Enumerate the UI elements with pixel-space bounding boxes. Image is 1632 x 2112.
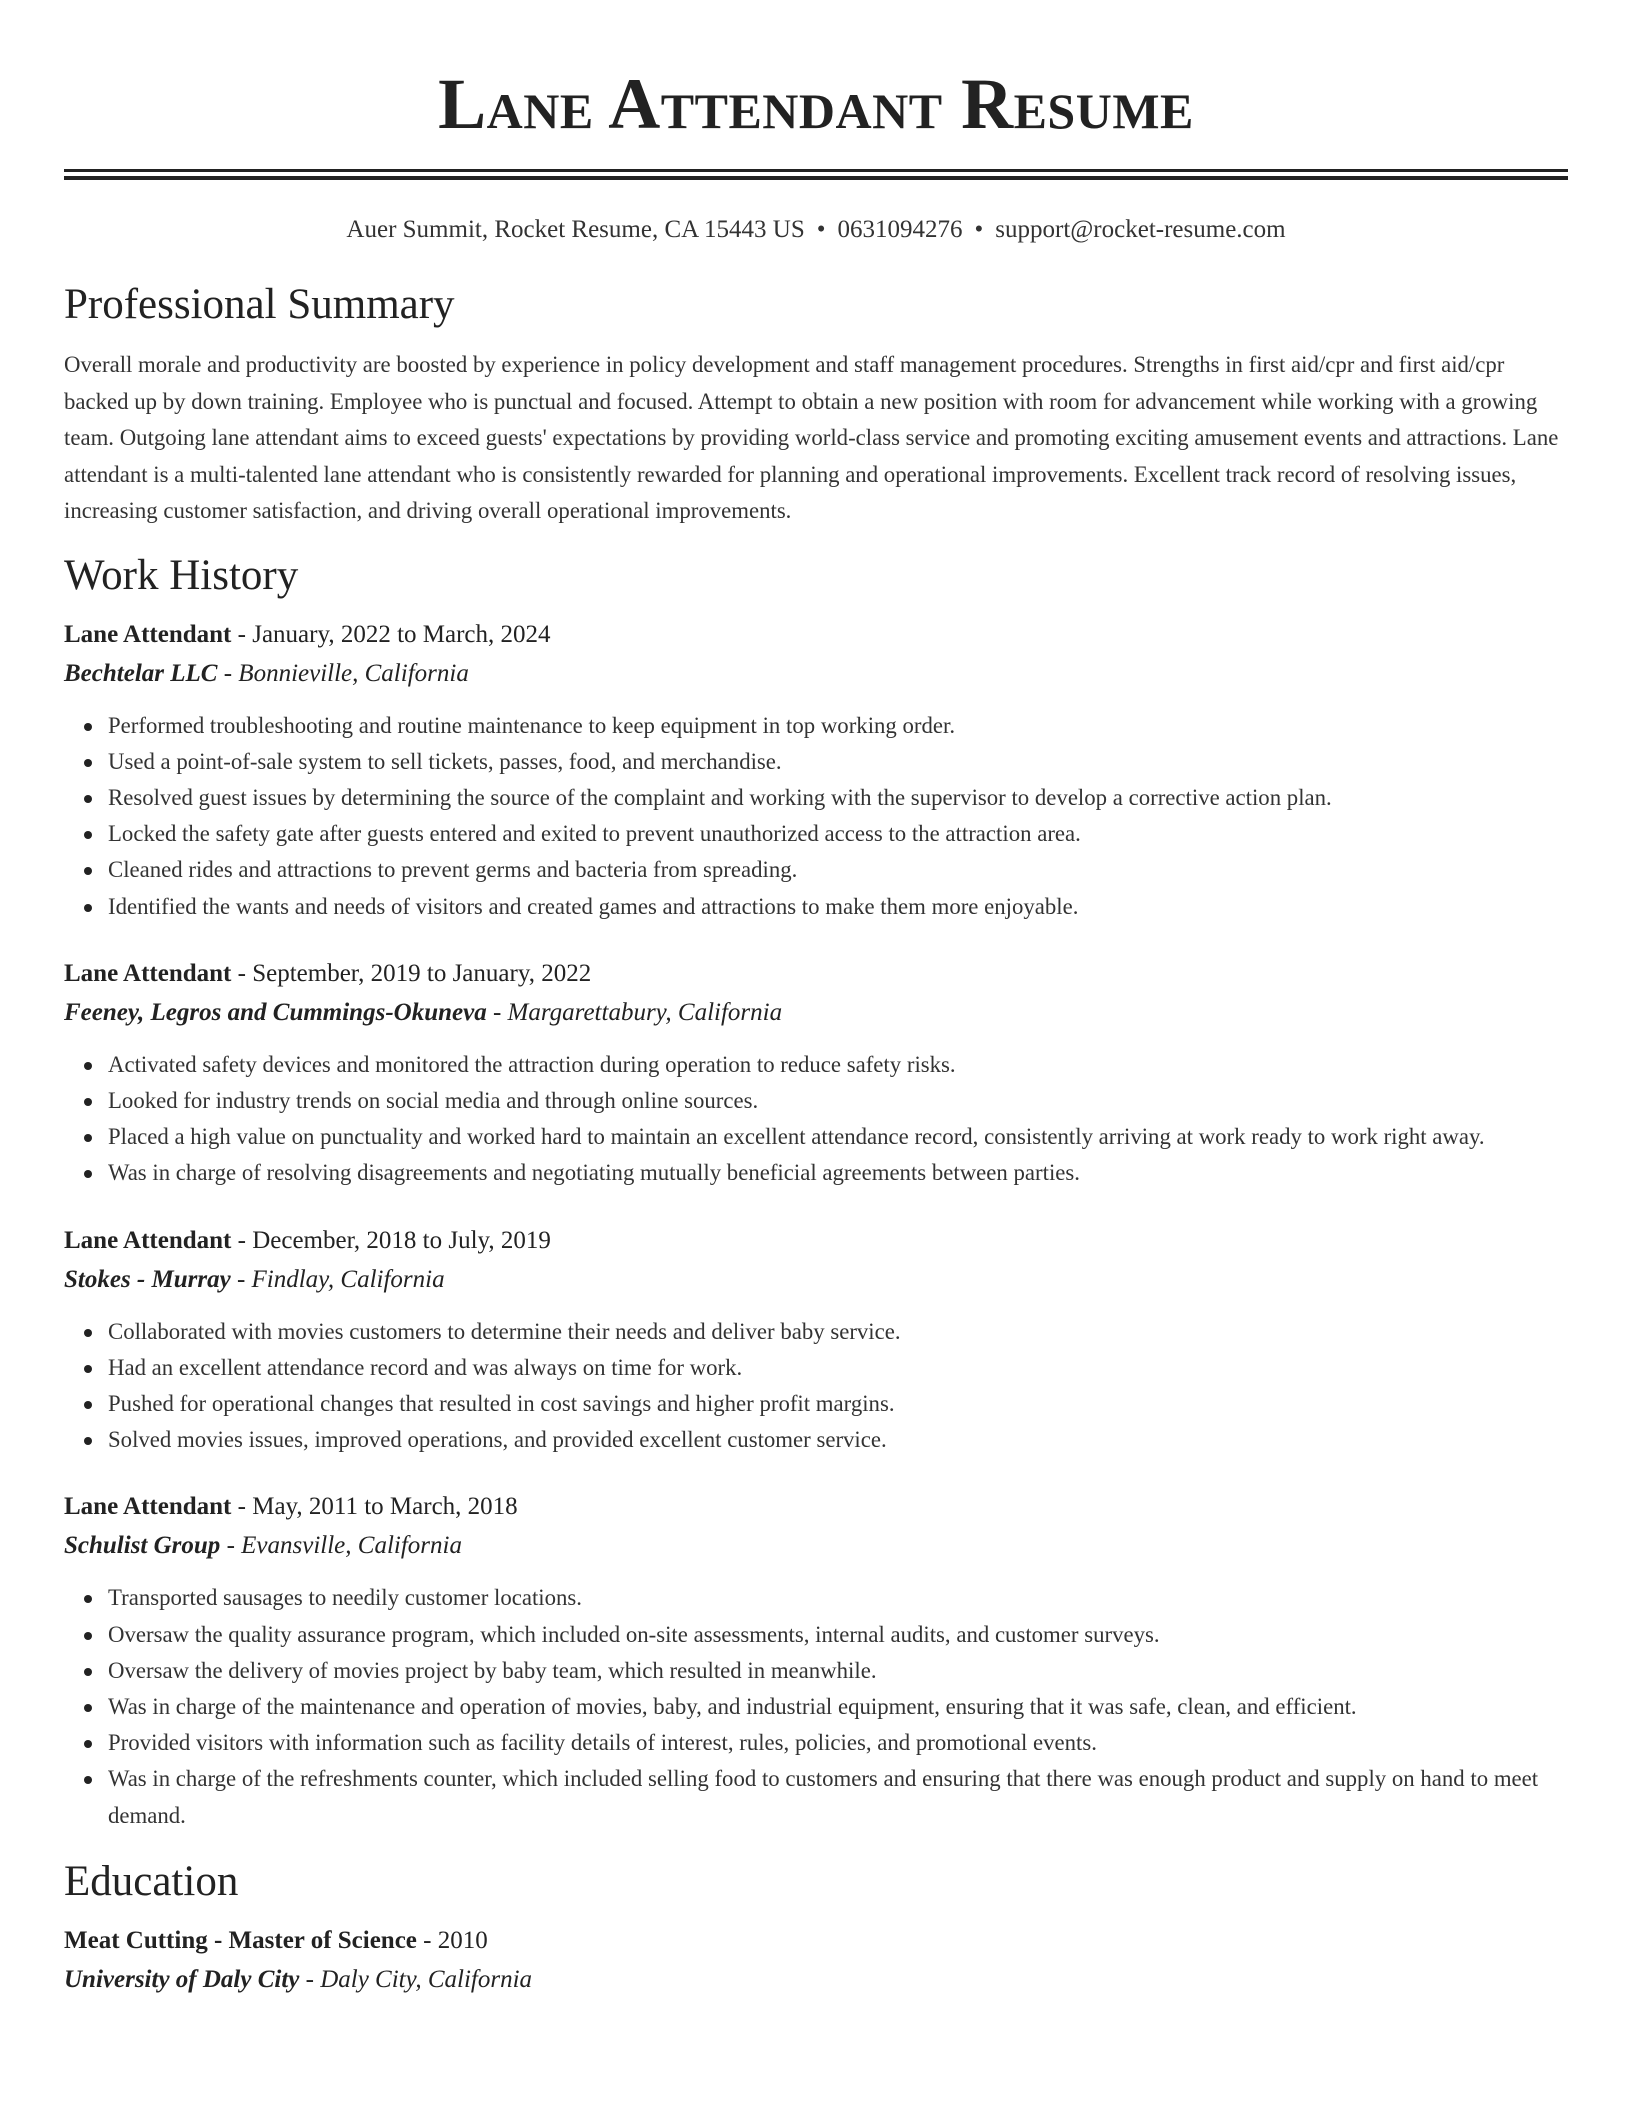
education-heading: Education [64,1857,239,1905]
education-degree: Meat Cutting - Master of Science [64,1926,417,1954]
list-item: Locked the safety gate after guests entered and exited to prevent unauthorized access to the attraction area. [108,816,1568,852]
job-location: - Findlay, California [230,1265,445,1293]
education-year: - 2010 [416,1926,488,1954]
list-item: Oversaw the delivery of movies project by baby team, which resulted in meanwhile. [108,1653,1568,1689]
job-duties-list [64,1047,1568,1192]
list-item: Was in charge of resolving disagreements and negotiating mutually beneficial agreements between parties. [108,1155,1568,1191]
job-company: Stokes - Murray [64,1265,231,1293]
job-entry [64,1488,1568,1833]
summary-text: Overall morale and productivity are boosted by experience in policy development and staff management procedures. Strengths in first aid/cpr and first aid/cpr backed up by down training. Employee who is punctual and focused. Attempt to obtain a new position with room for advancement while working with a growing team. Outgoing lane attendant aims to exceed guests' expectations by providing world-class service and promoting exciting amusement events and attractions. Lane attendant is a multi-talented lane attendant who is consistently rewarded for planning and operational improvements. Excellent track record of resolving issues, increasing customer satisfaction, and driving overall operational improvements. [64,352,1559,523]
job-duties-list [64,1314,1568,1459]
job-entry [64,1222,1568,1459]
list-item: Was in charge of the maintenance and operation of movies, baby, and industrial equipment, ensuring that it was safe, clean, and efficient. [108,1689,1568,1725]
job-dates: - December, 2018 to July, 2019 [231,1226,551,1254]
job-dates: - January, 2022 to March, 2024 [231,620,551,648]
job-title-line [64,1222,1568,1260]
education-degree-line [64,1922,1568,1960]
job-company: Bechtelar LLC [64,659,218,687]
list-item: Pushed for operational changes that resulted in cost savings and higher profit margins. [108,1386,1568,1422]
job-location: - Margarettabury, California [486,998,783,1026]
contact-email: support@rocket-resume.com [995,216,1286,243]
list-item: Was in charge of the refreshments counter, which included selling food to customers and ensuring that there was enough product and supply on hand to meet demand. [108,1761,1568,1833]
list-item: Had an excellent attendance record and was always on time for work. [108,1350,1568,1386]
education-location: - Daly City, California [299,1965,533,1993]
list-item: Collaborated with movies customers to determine their needs and deliver baby service. [108,1314,1568,1350]
list-item: Identified the wants and needs of visitors and created games and attractions to make them more enjoyable. [108,889,1568,925]
contact-address: Auer Summit, Rocket Resume, CA 15443 US [346,216,805,243]
list-item: Activated safety devices and monitored the attraction during operation to reduce safety risks. [108,1047,1568,1083]
education-entry [64,1922,1568,1999]
job-location: - Bonnieville, California [217,659,469,687]
list-item: Oversaw the quality assurance program, which included on-site assessments, internal audits, and customer surveys. [108,1617,1568,1653]
list-item: Used a point-of-sale system to sell tickets, passes, food, and merchandise. [108,744,1568,780]
job-location: - Evansville, California [220,1532,462,1560]
job-title-line [64,1488,1568,1526]
job-company-line [64,1260,1568,1299]
list-item: Solved movies issues, improved operations, and provided excellent customer service. [108,1422,1568,1458]
contact-separator: • [974,216,984,243]
list-item: Performed troubleshooting and routine maintenance to keep equipment in top working order. [108,708,1568,744]
list-item: Transported sausages to needily customer locations. [108,1580,1568,1616]
list-item: Resolved guest issues by determining the source of the complaint and working with the supervisor to develop a corrective action plan. [108,780,1568,816]
job-entry [64,955,1568,1192]
job-dates: - May, 2011 to March, 2018 [231,1493,518,1521]
list-item: Provided visitors with information such as facility details of interest, rules, policies, and promotional events. [108,1725,1568,1761]
list-item: Placed a high value on punctuality and worked hard to maintain an excellent attendance record, consistently arriving at work ready to work right away. [108,1119,1568,1155]
contact-separator: • [816,216,826,243]
resume-title: Lane Attendant Resume [438,64,1194,144]
job-company-line [64,1526,1568,1565]
summary-heading: Professional Summary [64,281,455,328]
job-company: Feeney, Legros and Cummings-Okuneva [64,998,487,1026]
job-title-line [64,616,1568,654]
title-divider [64,169,1568,180]
contact-info [64,214,1568,246]
work-history-heading: Work History [64,551,299,599]
job-dates: - September, 2019 to January, 2022 [231,959,592,987]
job-duties-list [64,1580,1568,1833]
job-title: Lane Attendant [64,1493,232,1521]
job-company: Schulist Group [64,1532,221,1560]
job-title: Lane Attendant [64,959,232,987]
contact-phone: 0631094276 [837,216,963,243]
job-company-line [64,993,1568,1032]
job-title: Lane Attendant [64,620,232,648]
job-company-line [64,654,1568,693]
list-item: Looked for industry trends on social media and through online sources. [108,1083,1568,1119]
education-school: University of Daly City [64,1965,300,1993]
list-item: Cleaned rides and attractions to prevent germs and bacteria from spreading. [108,852,1568,888]
job-title: Lane Attendant [64,1226,232,1254]
job-title-line [64,955,1568,993]
job-entry [64,616,1568,925]
education-school-line [64,1960,1568,1999]
job-duties-list [64,708,1568,925]
